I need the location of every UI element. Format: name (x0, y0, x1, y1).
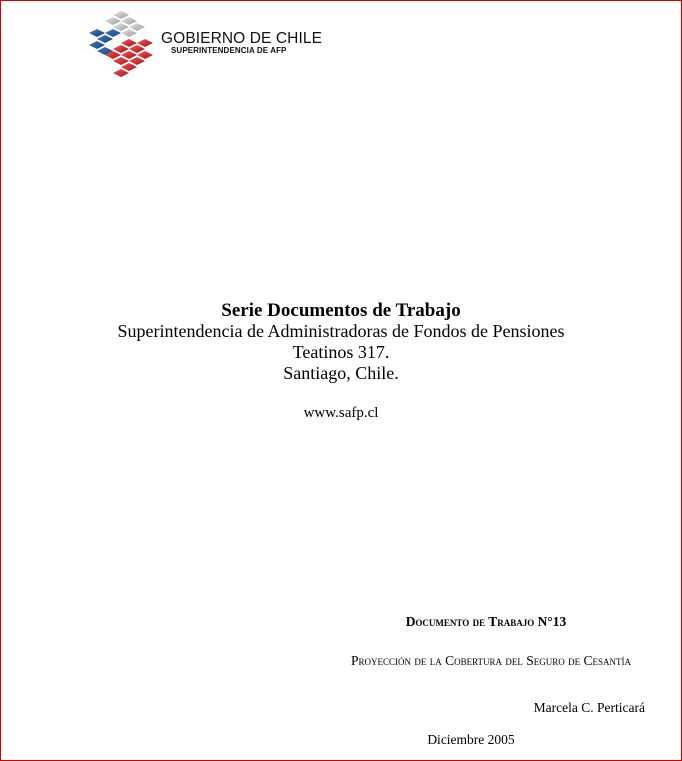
author-name: Marcela C. Perticará (533, 700, 645, 715)
organization-name: GOBIERNO DE CHILE (161, 30, 323, 47)
document-topic: Proyección de la Cobertura del Seguro de Cesantía (350, 653, 632, 668)
chile-government-cube-emblem-icon (87, 9, 159, 79)
document-number: Documento de Trabajo N°13 (405, 614, 567, 629)
series-title: Serie Documentos de Trabajo (221, 300, 461, 321)
website-url: www.safp.cl (303, 405, 379, 421)
publication-date: Diciembre 2005 (427, 732, 515, 747)
city-address: Santiago, Chile. (283, 363, 399, 383)
agency-name: SUPERINTENDENCIA DE AFP (171, 46, 287, 55)
institution-name: Superintendencia de Administradoras de Fondos de Pensiones (117, 321, 565, 341)
street-address: Teatinos 317. (292, 342, 390, 362)
